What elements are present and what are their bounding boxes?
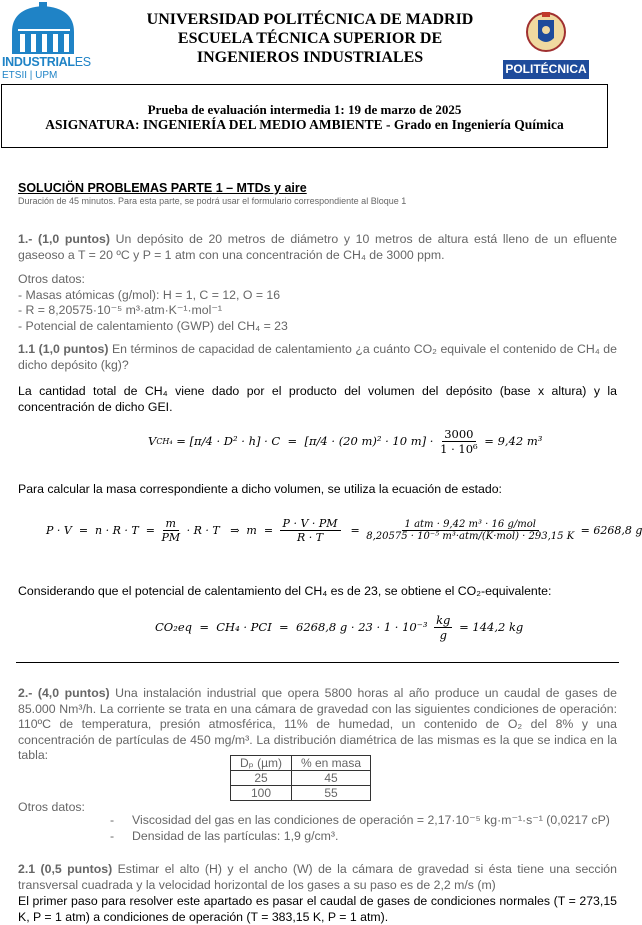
upm-logo-label: POLITÉCNICA <box>503 60 589 79</box>
eq1-denominator: 1 · 10⁶ <box>440 441 478 456</box>
particle-distribution-table <box>230 755 371 801</box>
section-title: SOLUCIÖN PROBLEMAS PARTE 1 – MTDs y aire <box>18 181 307 195</box>
exam-info-box <box>1 84 608 148</box>
eq2-part-a: P · V = n · R · T = <box>46 523 159 537</box>
section-duration: Duración de 45 minutos. Para esta parte, se podrá usar el formulario correspondiente al Bloque 1 <box>18 196 407 206</box>
exam-date: Prueba de evaluación intermedia 1: 19 de marzo de 2025 <box>147 102 462 117</box>
table-cell: 55 <box>292 786 371 801</box>
problem-2-text: Una instalación industrial que opera 5800 horas al año produce un caudal de gases de 85.000 Nm³/h. La corriente se trata en una cámara de gravedad con las siguientes condiciones de operación: 110ºC de temperatura, presión atmosférica, 11% de humedad, un contenido de O₂ del 8% y una concentración de partículas de 450 mg/m³. La distribución diamétrica de las mismas es la que se indica en la tabla: <box>18 686 617 762</box>
question-1-1-label: 1.1 (1,0 puntos) <box>18 342 109 356</box>
equation-volume <box>148 424 548 458</box>
solution-paragraph-1: La cantidad total de CH₄ viene dado por el producto del volumen del depósito (base x altura) y la concentración de dicho GEI. <box>18 384 617 414</box>
problem-2-label: 2.- (4,0 puntos) <box>18 686 110 700</box>
equation-co2eq <box>155 610 555 644</box>
question-1-1 <box>18 342 617 373</box>
eq2-part-b: · R · T ⇒ m = <box>183 523 277 537</box>
eq2-fraction-1 <box>161 517 180 544</box>
industriales-logo <box>0 2 105 82</box>
table-row <box>231 771 371 786</box>
table-cell: 25 <box>231 771 292 786</box>
other-data-item: - Densidad de las partículas: 1,9 g/cm³. <box>110 829 615 845</box>
exam-subject: ASIGNATURA: INGENIERÍA DEL MEDIO AMBIENTE - Grado en Ingeniería Química <box>45 117 564 132</box>
problem-2-other-data-title: Otros datos: <box>18 800 85 814</box>
solution-paragraph-3: Considerando que el potencial de calentamiento del CH₄ es de 23, se obtiene el CO₂-equivalente: <box>18 584 552 598</box>
section-divider <box>16 662 619 663</box>
eq3-result: = 144,2 kg <box>455 620 524 634</box>
question-2-1-text: Estimar el alto (H) y el ancho (W) de la cámara de gravedad si ésta tiene una sección transversal cuadrada y la velocidad horizontal de los gases a su paso es de 2,2 m/s (m) <box>18 862 617 892</box>
eq1-lhs-sub: CH₄ <box>156 436 173 446</box>
eq3-fraction <box>434 613 452 642</box>
eq3-denominator: g <box>439 627 447 642</box>
table-header-row <box>231 756 371 771</box>
problem-2-other-data-list <box>110 813 615 844</box>
problem-2-statement <box>18 686 617 764</box>
eq2-result: = 6268,8 g <box>577 523 642 537</box>
other-data-item: - Masas atómicas (g/mol): H = 1, C = 12, O = 16 <box>18 287 281 302</box>
problem-1-text: Un depósito de 20 metros de diámetro y 10 metros de altura está lleno de un efluente gaseoso a T = 20 ºC y P = 1 atm con una concentración de CH₄ de 3000 ppm. <box>18 232 617 262</box>
eq2-f2-den: R · T <box>296 530 324 544</box>
university-name: UNIVERSIDAD POLITÉCNICA DE MADRID <box>146 11 474 28</box>
solution-paragraph-2-1: El primer paso para resolver este apartado es pasar el caudal de gases de condiciones normales (T = 273,15 K, P = 1 atm) a condiciones de operación (T = 383,15 K, P = 1 atm). <box>18 894 617 924</box>
eq1-part-a: = [π/4 · D² · h] · C = [π/4 · (20 m)² · 10 m] · <box>172 434 438 448</box>
eq2-f1-den: PM <box>161 530 181 544</box>
eq2-f2-num: P · V · PM <box>280 517 341 531</box>
table-cell: 100 <box>231 786 292 801</box>
eq3-part-a: CO₂eq = CH₄ · PCI = 6268,8 g · 23 · 1 · 10⁻³ <box>155 620 432 634</box>
eq2-f3-num: 1 atm · 9,42 m³ · 16 g/mol <box>402 519 539 531</box>
logo-word-es: ES <box>74 55 91 69</box>
eq1-lhs: V <box>148 434 157 448</box>
question-2-1 <box>18 862 617 893</box>
eq2-f1-num: m <box>163 517 179 531</box>
equation-state <box>46 508 642 552</box>
school-name-line2: INGENIEROS INDUSTRIALES <box>196 49 424 66</box>
problem-1-label: 1.- (1,0 puntos) <box>18 232 110 246</box>
problem-1-other-data <box>18 272 617 334</box>
eq2-fraction-3 <box>366 519 574 542</box>
other-data-item: - Viscosidad del gas en las condiciones de operación = 2,17·10⁻⁵ kg·m⁻¹·s⁻¹ (0,0217 cP) <box>110 813 615 829</box>
logo-word-industrial: INDUSTRIAL <box>2 55 75 69</box>
problem-1-statement <box>18 232 617 263</box>
other-data-item: - R = 8,20575·10⁻⁵ m³·atm·K⁻¹·mol⁻¹ <box>18 303 222 317</box>
eq1-result: = 9,42 m³ <box>480 434 543 448</box>
eq1-numerator: 3000 <box>444 426 474 441</box>
table-header: Dₚ (µm) <box>231 756 292 771</box>
logo-subtitle: ETSII | UPM <box>2 70 58 81</box>
upm-crest-icon <box>526 8 566 56</box>
table-cell: 45 <box>292 771 371 786</box>
school-name-line1: ESCUELA TÉCNICA SUPERIOR DE <box>177 30 443 47</box>
upm-logo <box>503 8 589 80</box>
other-data-title: Otros datos: <box>18 272 85 286</box>
table-row <box>231 786 371 801</box>
table-header: % en masa <box>292 756 371 771</box>
question-2-1-label: 2.1 (0,5 puntos) <box>18 862 113 876</box>
eq2-f3-den: 8,20575 · 10⁻⁵ m³·atm/(K·mol) · 293,15 K <box>366 530 575 542</box>
dome-icon <box>6 2 81 54</box>
eq2-fraction-2 <box>280 517 341 544</box>
question-1-1-text: En términos de capacidad de calentamiento ¿a cuánto CO₂ equivale el contenido de CH₄ de dicho depósito (kg)? <box>18 342 617 372</box>
eq2-part-c: = <box>343 523 364 537</box>
eq1-fraction <box>440 427 478 456</box>
other-data-item: - Potencial de calentamiento (GWP) del CH₄ = 23 <box>18 318 288 333</box>
eq3-numerator: kg <box>436 612 451 627</box>
solution-paragraph-2: Para calcular la masa correspondiente a dicho volumen, se utiliza la ecuación de estado: <box>18 482 502 496</box>
